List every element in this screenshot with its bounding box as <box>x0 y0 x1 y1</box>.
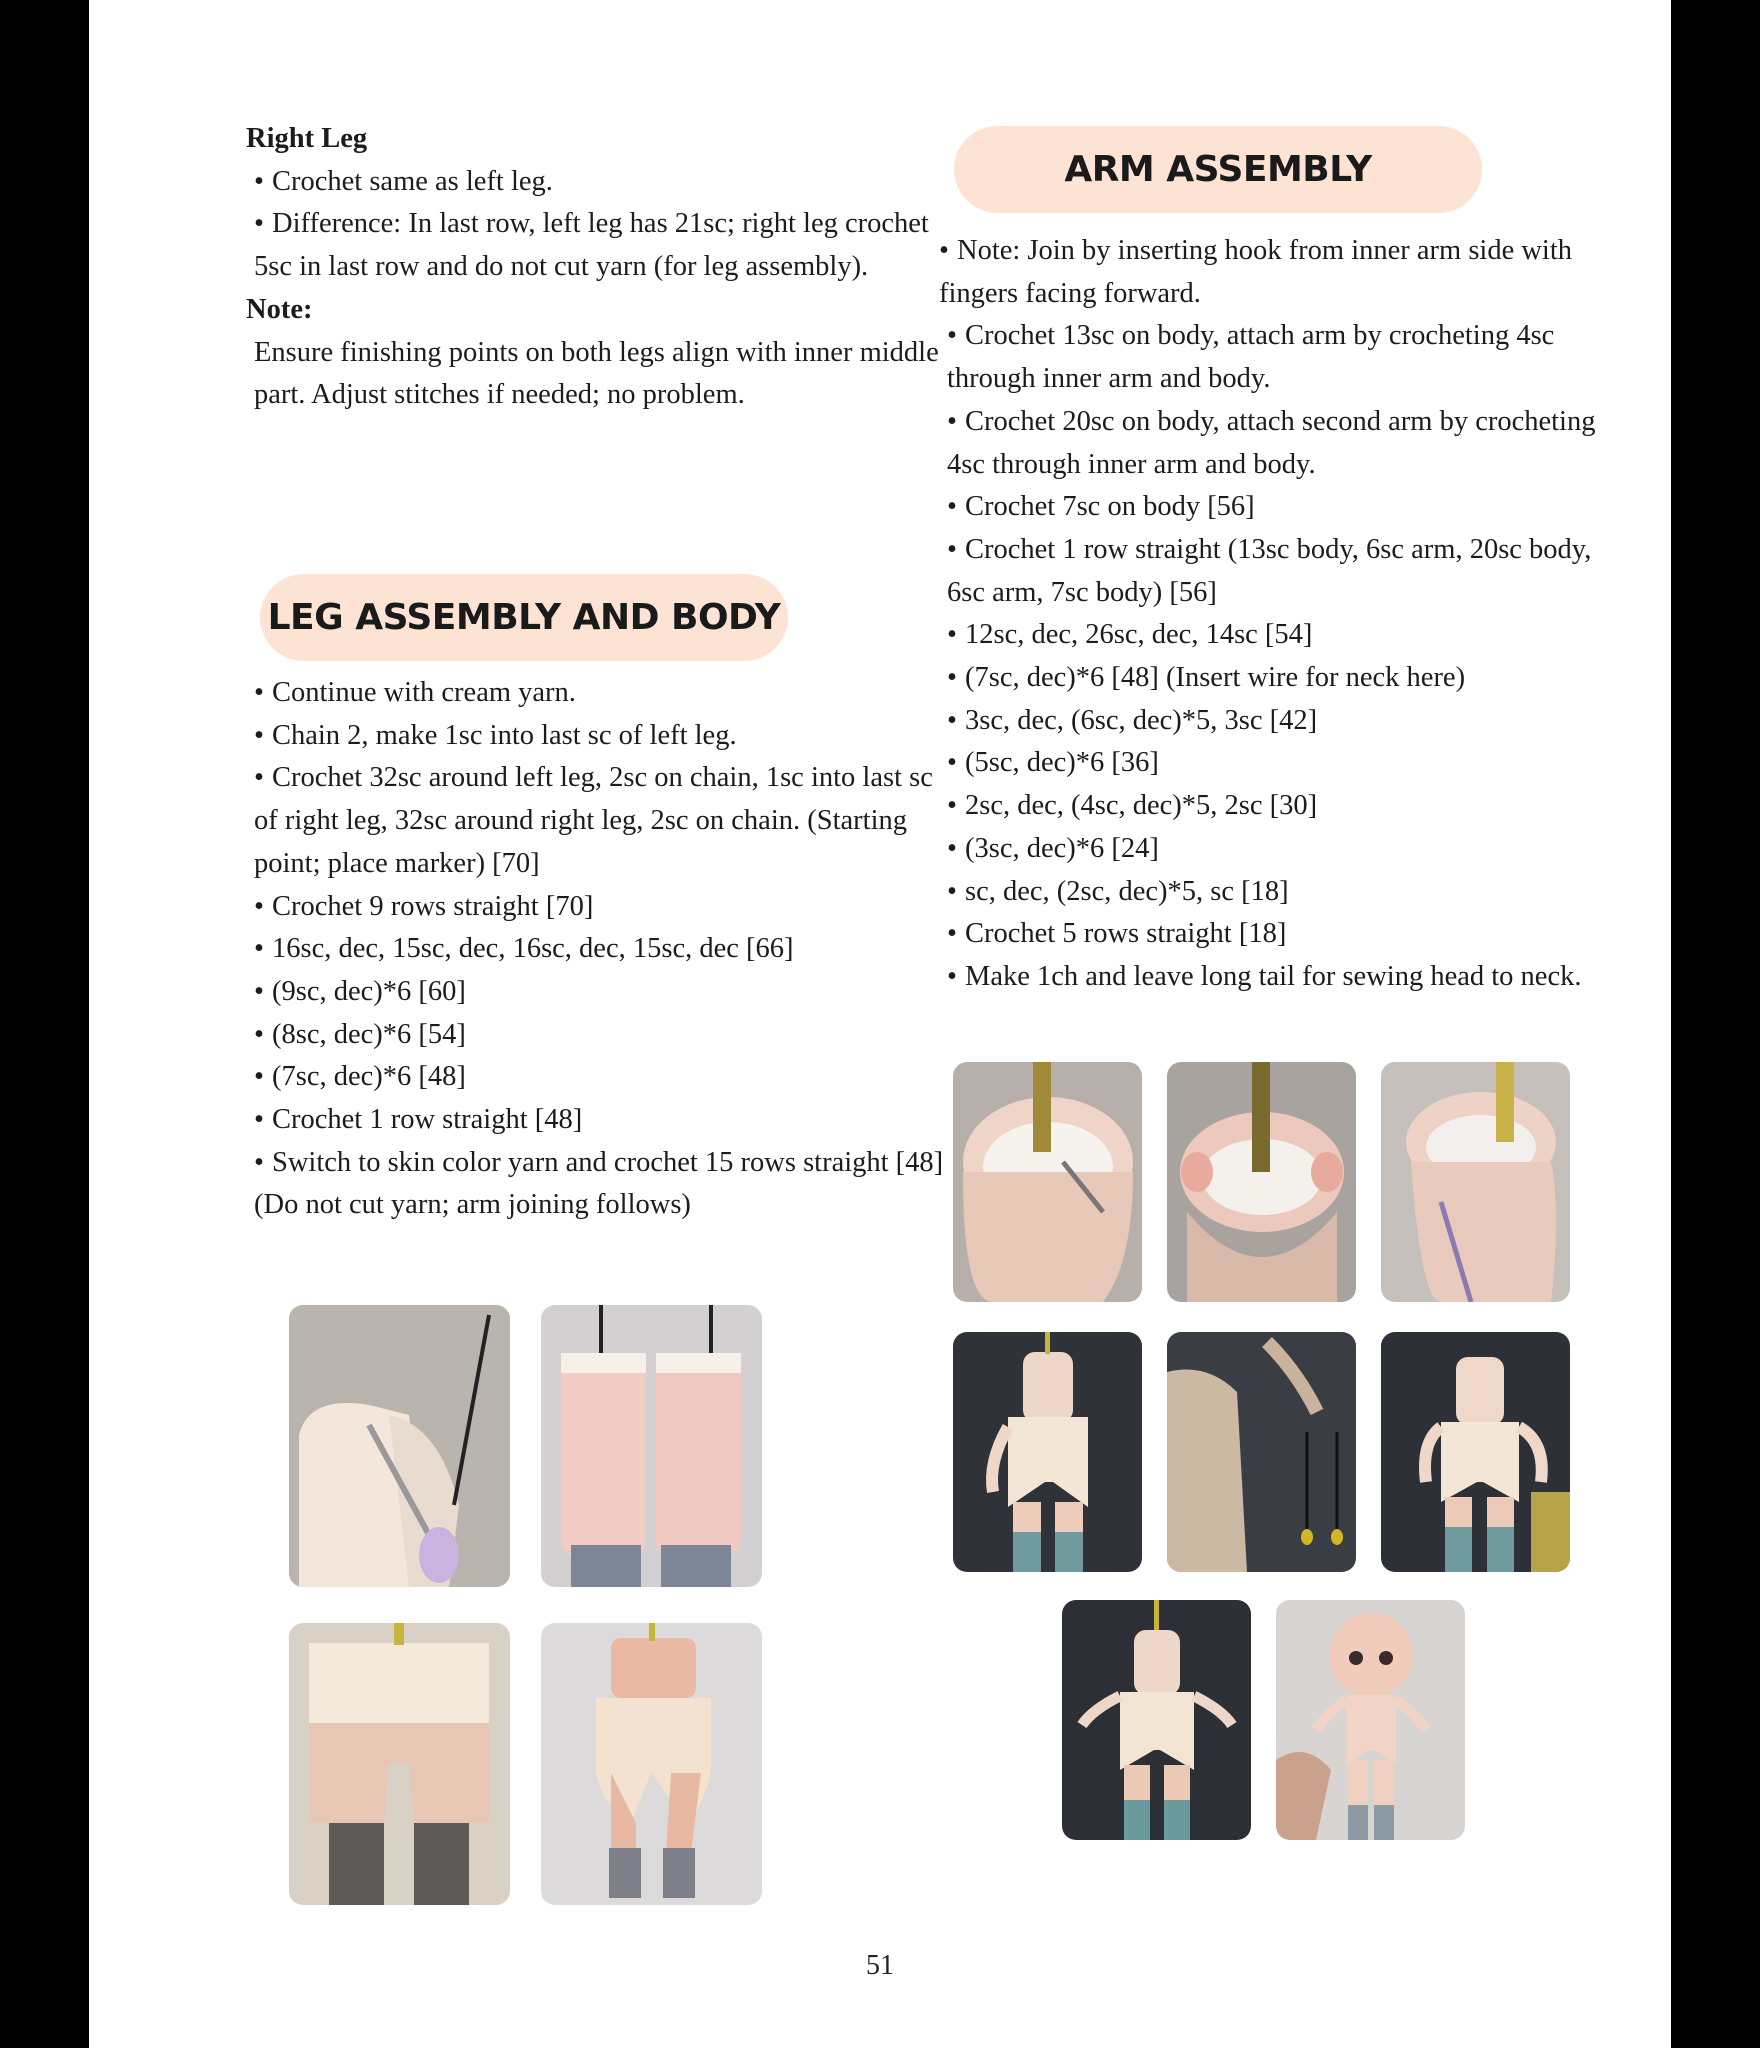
arm-step: • Make 1ch and leave long tail for sewing head to neck. <box>939 956 1629 999</box>
arm-step: • 3sc, dec, (6sc, dec)*5, 3sc [42] <box>939 700 1629 743</box>
leg-assembly-title: LEG ASSEMBLY AND BODY <box>260 574 788 661</box>
photo-body-and-arm-closeup <box>1167 1332 1356 1572</box>
photo-arm-attach-1 <box>953 1062 1142 1302</box>
right-leg-bullet: • Difference: In last row, left leg has 21sc; right leg crochet 5sc in last row and do not cut yarn (for leg assembly). <box>246 203 946 288</box>
arm-step: • 2sc, dec, (4sc, dec)*5, 2sc [30] <box>939 785 1629 828</box>
arm-step: • (5sc, dec)*6 [36] <box>939 742 1629 785</box>
arm-step: • Crochet 1 row straight (13sc body, 6sc arm, 20sc body, 6sc arm, 7sc body) [56] <box>939 529 1629 614</box>
arm-step: • Crochet 5 rows straight [18] <box>939 913 1629 956</box>
leg-step: • Crochet 1 row straight [48] <box>246 1099 946 1142</box>
photo-finished-doll <box>1276 1600 1465 1840</box>
photo-leg-joining-hook <box>289 1305 510 1587</box>
arm-step: • Crochet 13sc on body, attach arm by crocheting 4sc through inner arm and body. <box>939 315 1629 400</box>
leg-step: • 16sc, dec, 15sc, dec, 16sc, dec, 15sc, dec [66] <box>246 928 946 971</box>
leg-step: • (7sc, dec)*6 [48] <box>246 1056 946 1099</box>
leg-assembly-steps <box>246 672 946 1227</box>
arm-step: • Crochet 7sc on body [56] <box>939 486 1629 529</box>
leg-step: • Crochet 9 rows straight [70] <box>246 886 946 929</box>
right-leg-section <box>246 118 946 417</box>
photo-arm-attach-3 <box>1381 1062 1570 1302</box>
leg-step: • Crochet 32sc around left leg, 2sc on chain, 1sc into last sc of right leg, 32sc around right leg, 2sc on chain. (Starting point; place marker) [70] <box>246 757 946 885</box>
photo-body-arms-spread <box>1062 1600 1251 1840</box>
arm-assembly-steps <box>939 230 1629 999</box>
photo-lower-body-side <box>541 1623 762 1905</box>
leg-step: • Chain 2, make 1sc into last sc of left leg. <box>246 715 946 758</box>
right-leg-bullet: • Crochet same as left leg. <box>246 161 946 204</box>
leg-step: • Switch to skin color yarn and crochet 15 rows straight [48] (Do not cut yarn; arm joining follows) <box>246 1142 946 1227</box>
note-heading: Note: <box>246 293 313 325</box>
leg-step: • Continue with cream yarn. <box>246 672 946 715</box>
arm-step: • (7sc, dec)*6 [48] (Insert wire for neck here) <box>939 657 1629 700</box>
photo-body-with-arms-front <box>953 1332 1142 1572</box>
note-text: Ensure finishing points on both legs align with inner middle part. Adjust stitches if needed; no problem. <box>254 336 939 411</box>
page-number: 51 <box>866 1950 894 1981</box>
photo-two-pink-legs <box>541 1305 762 1587</box>
leg-step: • (9sc, dec)*6 [60] <box>246 971 946 1014</box>
photo-body-arms-side <box>1381 1332 1570 1572</box>
photo-legs-joined-front <box>289 1623 510 1905</box>
arm-step: • 12sc, dec, 26sc, dec, 14sc [54] <box>939 614 1629 657</box>
arm-step: • Crochet 20sc on body, attach second arm by crocheting 4sc through inner arm and body. <box>939 401 1629 486</box>
document-page <box>89 0 1671 2048</box>
arm-step: • (3sc, dec)*6 [24] <box>939 828 1629 871</box>
leg-step: • (8sc, dec)*6 [54] <box>246 1014 946 1057</box>
photo-arm-attach-2 <box>1167 1062 1356 1302</box>
arm-step: • sc, dec, (2sc, dec)*5, sc [18] <box>939 871 1629 914</box>
right-leg-heading: Right Leg <box>246 123 368 154</box>
arm-assembly-title: ARM ASSEMBLY <box>954 126 1482 213</box>
arm-step: • Note: Join by inserting hook from inner arm side with fingers facing forward. <box>939 230 1629 315</box>
